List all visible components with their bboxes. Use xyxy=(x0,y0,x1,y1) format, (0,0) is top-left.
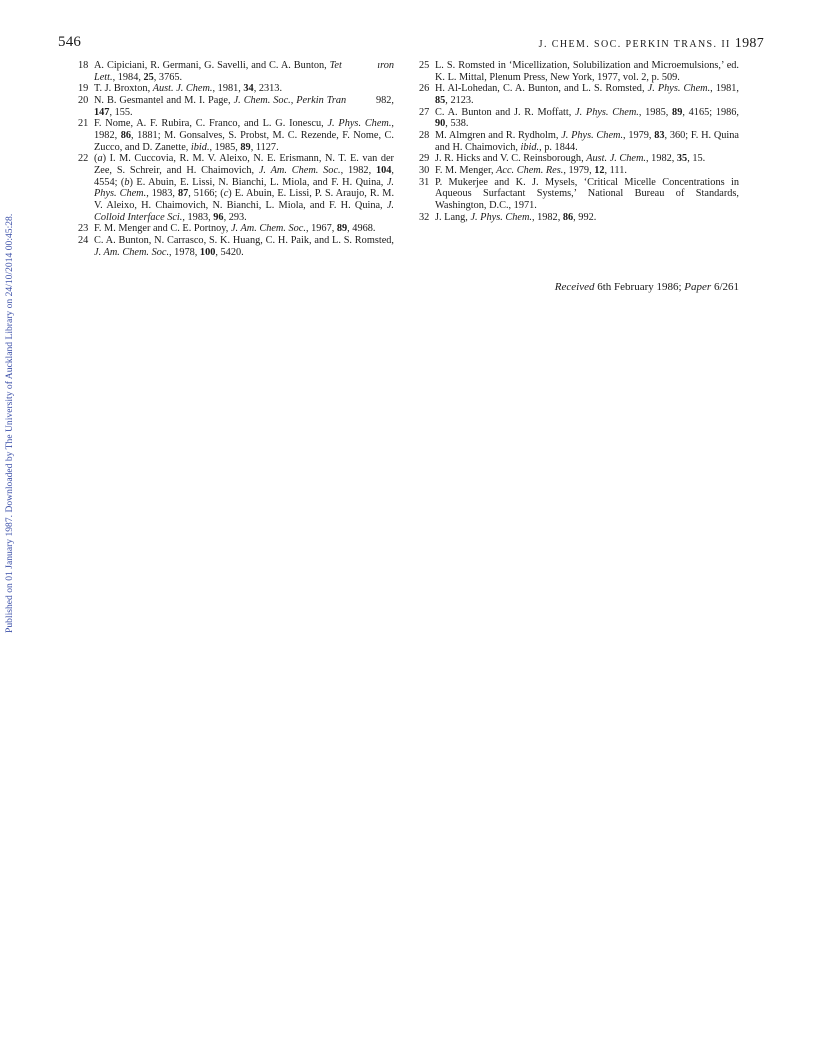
references-right-column xyxy=(419,60,739,223)
reference-number: 30 xyxy=(419,164,430,176)
reference-number: 27 xyxy=(419,106,430,118)
reference-number: 26 xyxy=(419,83,430,95)
reference-item xyxy=(78,223,394,235)
reference-item xyxy=(419,212,739,224)
reference-item xyxy=(419,130,739,153)
reference-number: 24 xyxy=(78,234,89,246)
reference-text: F. M. Menger and C. E. Portnoy, J. Am. Chem. Soc., 1967, 89, 4968. xyxy=(94,223,376,235)
reference-text: A. Cipiciani, R. Germani, G. Savelli, and C. A. Bunton, Tet ıron Lett., 1984, 25, 3765. xyxy=(94,60,394,83)
reference-text: (a) I. M. Cuccovia, R. M. V. Aleixo, N. E. Erismann, N. T. E. van der Zee, S. Schreir, and H. Chaimovich, J. Am. Chem. Soc., 1982, 104, 4554; (b) E. Abuin, E. Lissi, N. Bianchi, L. Miola, and F. H. Quina, J. Phys. Chem., 1983, 87, 5166; (c) E. Abuin, E. Lissi, P. S. Araujo, R. M. V. Aleixo, H. Chaimovich, N. Bianchi, L. Miola, and F. H. Quina, J. Colloid Interface Sci., 1983, 96, 293. xyxy=(94,153,395,223)
reference-item xyxy=(78,235,394,258)
reference-text: F. M. Menger, Acc. Chem. Res., 1979, 12, 111. xyxy=(435,164,627,176)
reference-text: J. R. Hicks and V. C. Reinsborough, Aust. J. Chem., 1982, 35, 15. xyxy=(435,153,706,165)
reference-number: 19 xyxy=(78,83,89,95)
watermark-text: Published on 01 January 1987. Downloaded by The University of Auckland Library on 24/10/2014 00:45:28. xyxy=(4,213,15,633)
references-left-column xyxy=(78,60,394,258)
reference-number: 25 xyxy=(419,60,430,71)
reference-item xyxy=(78,153,394,223)
reference-item xyxy=(78,60,394,83)
received-date: 6th February xyxy=(597,281,654,293)
reference-item xyxy=(78,95,394,118)
reference-item xyxy=(78,118,394,153)
journal-year: 1987 xyxy=(734,36,764,51)
paper-number: 6/261 xyxy=(713,281,739,293)
reference-number: 18 xyxy=(78,60,89,71)
reference-text: L. S. Romsted in ‘Micellization, Solubilization and Microemulsions,’ ed. K. L. Mittal, Plenum Press, New York, 1977, vol. 2, p. 509. xyxy=(435,60,739,83)
reference-number: 21 xyxy=(78,118,89,130)
reference-text: H. Al-Lohedan, C. A. Bunton, and L. S. Romsted, J. Phys. Chem., 1981, 85, 2123. xyxy=(435,83,739,106)
reference-text: F. Nome, A. F. Rubira, C. Franco, and L. G. Ionescu, J. Phys. Chem., 1982, 86, 1881; M. Gonsalves, S. Probst, M. C. Rezende, F. Nome, C. Zucco, and D. Zanette, ibid., 1985, 89, 1127. xyxy=(94,118,395,153)
reference-number: 29 xyxy=(419,153,430,165)
received-line xyxy=(555,281,739,293)
download-watermark xyxy=(4,153,18,633)
running-head xyxy=(539,36,764,52)
reference-number: 31 xyxy=(419,176,430,188)
reference-item xyxy=(419,83,739,106)
reference-item xyxy=(419,60,739,83)
reference-text: T. J. Broxton, Aust. J. Chem., 1981, 34, 2313. xyxy=(94,83,283,95)
reference-item xyxy=(419,107,739,130)
reference-number: 20 xyxy=(78,94,89,106)
reference-text: M. Almgren and R. Rydholm, J. Phys. Chem., 1979, 83, 360; F. H. Quina and H. Chaimovich, ibid., p. 1844. xyxy=(435,129,740,153)
reference-item xyxy=(78,83,394,95)
reference-text: J. Lang, J. Phys. Chem., 1982, 86, 992. xyxy=(435,211,597,223)
journal-title: J. CHEM. SOC. PERKIN TRANS. II xyxy=(538,39,731,50)
reference-number: 28 xyxy=(419,129,430,141)
reference-text: C. A. Bunton, N. Carrasco, S. K. Huang, C. H. Paik, and L. S. Romsted, J. Am. Chem. Soc., 1978, 100, 5420. xyxy=(94,234,394,258)
reference-number: 32 xyxy=(419,211,430,223)
page-number: 546 xyxy=(58,34,82,50)
reference-item xyxy=(419,177,739,212)
reference-number: 22 xyxy=(78,153,89,165)
reference-text: P. Mukerjee and K. J. Mysels, ‘Critical Micelle Concentrations in Aqueous Surfactant Systems,’ National Bureau of Standards, Washington, D.C., 1971. xyxy=(435,176,739,211)
reference-number: 23 xyxy=(78,223,89,235)
reference-text: C. A. Bunton and J. R. Moffatt, J. Phys. Chem., 1985, 89, 4165; 1986, 90, 538. xyxy=(435,106,739,130)
reference-text: N. B. Gesmantel and M. I. Page, J. Chem. Soc., Perkin Tran 982, 147, 155. xyxy=(94,94,394,118)
received-prefix: Received xyxy=(554,281,595,293)
paper-label: Paper xyxy=(684,281,712,293)
received-year: 1986; xyxy=(656,281,682,293)
reference-item xyxy=(419,153,739,165)
reference-item xyxy=(419,165,739,177)
